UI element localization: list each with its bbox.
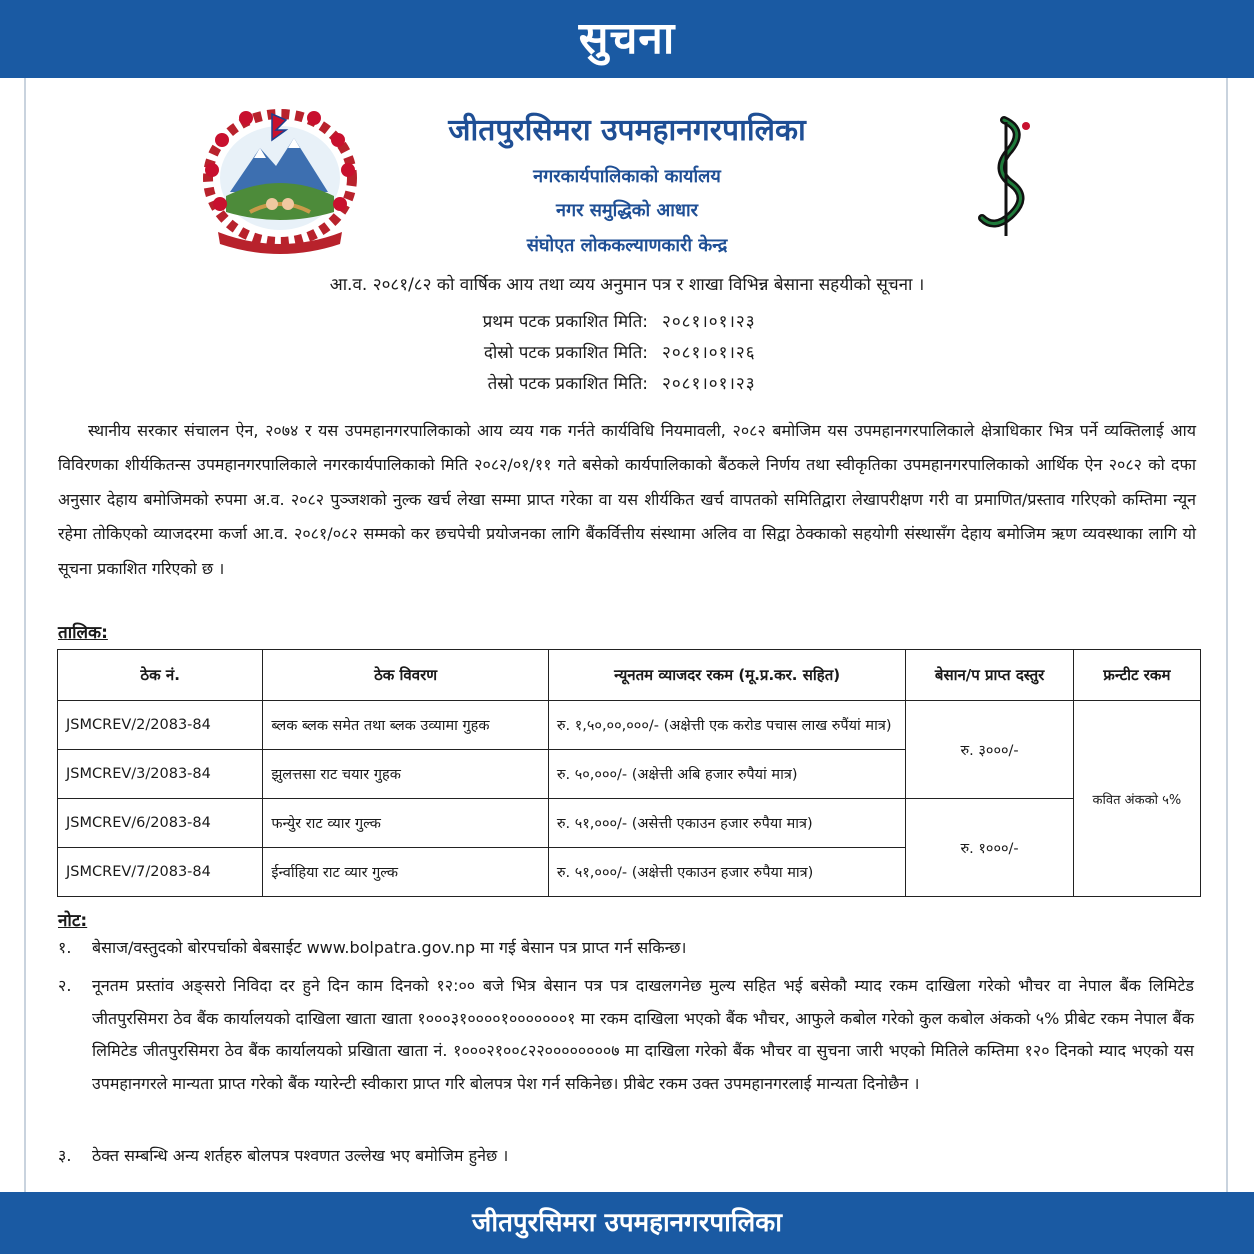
publication-label: तेस्रो पटक प्रकाशित मिति: (487, 374, 648, 394)
footer-banner: जीतपुरसिमरा उपमहानगरपालिका (0, 1192, 1254, 1254)
table-header-row (58, 650, 1201, 701)
row-ref: JSMCREV/2/2083-84 (58, 701, 263, 750)
contract-table (57, 649, 1201, 897)
org-office: नगरकार्यपालिकाको कार्यालय (533, 166, 721, 187)
note-text: बेसाज/वस्तुदको बोरपर्चाको बेबसाईट www.bolpatra.gov.np मा गई बेसान पत्र प्राप्त गर्न सकिन्छ। (92, 938, 687, 957)
header-amount: न्यूनतम व्याजदर रकम (मू.प्र.कर. सहित) (548, 650, 906, 701)
publication-date-2 (420, 340, 880, 363)
publication-label: दोस्रो पटक प्रकाशित मिति: (483, 343, 648, 363)
notice-body: स्थानीय सरकार संचालन ऐन, २०७४ र यस उपमहानगरपालिकाको आय व्यय गक गर्नते कार्यविधि नियमावली, २०८२ बमोजिम यस उपमहानगरपालिकाले क्षेत्राधिकार भित्र पर्ने व्यक्तिलाई आय विविरणका शीर्यकितन्स उपमहानगरपालिकाले नगरकार्यपालिकाको मिति २०८२/०१/११ गते बसेको कार्यपालिकाको बैंठकले निर्णय तथा स्वीकृतिका उपमहानगरपालिकाको आर्थिक ऐन २०८२ को दफा अनुसार देहाय बमोजिमको रुपमा अ.व. २०८२ पुञ्जशको नुल्क खर्च लेखा सम्मा प्राप्त गरेका वा यस शीर्यकित खर्च वापतको समितिद्वारा लेखापरीक्षण गरी वा प्रमाणित/प्रस्ताव गरिएको कम्तिमा न्यून रहेमा तोकिएको व्याजदरमा कर्जा आ.व. २०८१/०८२ सम्मको कर छचपेची प्रयोजनका लागि बैंकर्वित्तीय संस्थामा अलिव वा सिद्वा ठेक्काको सहयोगी संस्थासँग देहाय बमोजिम ऋण व्यवस्थाका लागि यो सूचना प्रकाशित गरिएको छ । (58, 421, 1196, 578)
header-banner: सुचना (0, 0, 1254, 78)
publication-date-1 (420, 309, 880, 332)
org-name: जीतपुरसिमरा उपमहानगरपालिका (448, 113, 806, 148)
note-text: नूनतम प्रस्तांव अङ्सरो निविदा दर हुने दिन काम दिनको १२:०० बजे भित्र बेसान पत्र पत्र दाखलगनेछ मुल्य सहित भई बसेकौ म्याद रकम दाखिला गरेको भौचर वा नेपाल बैंक लिमिटेड जीतपुरसिमरा ठेव बैंक कार्यालयको दाखिला खाता खाता १०००३१००००१०००००००१ मा रकम दाखिला भएको बैंक भौचर, आफुले कबोल गरेको कुल कबोल अंकको ५% प्रीबेट रकम नेपाल बैंक लिमिटेड जीतपुरसिमरा ठेव बैंक कार्यालयको प्रखिाता खाता नं. १०००२१००८२२००००००००७ मा दाखिला गरेको बैंक भौचर वा सुचना जारी भएको मितिले कम्तिमा १२० दिनको म्याद भएको यस उपमहानगरले मान्यता प्राप्त गरेको बैंक ग्यारेन्टी स्वीकारा प्राप्त गरि बोलपत्र पेश गर्न सकिनेछ। प्रीबेट रकम उक्त उपमहानगरलाई मान्यता दिनोछैन । (92, 976, 1194, 1093)
row-amount: रु. ५१,०००/- (अक्षेत्ती एकाउन हजार रुपैया मात्र) (548, 848, 906, 897)
table-row (58, 701, 1201, 750)
publication-date-3 (420, 371, 880, 394)
row-ref: JSMCREV/7/2083-84 (58, 848, 263, 897)
notice-title: आ.व. २०८१/८२ को वार्षिक आय तथा व्यय अनुमान पत्र र शाखा विभिन्न बेसाना सहयीको सूचना । (329, 275, 925, 295)
publication-date: २०८१।०१।२३ (662, 312, 756, 332)
publication-date: २०८१।०१।२६ (662, 343, 756, 363)
row-desc: ईर्न्वाहिया राट व्यार गुल्क (263, 848, 548, 897)
publication-date: २०८१।०१।२३ (662, 374, 756, 394)
header-deposit: फ्रन्टीट रकम (1073, 650, 1200, 701)
note-number: २. (58, 976, 72, 995)
row-amount: रु. १,५०,००,०००/- (अक्षेत्ती एक करोड पचास लाख रुपैंयां मात्र) (548, 701, 906, 750)
header-fee: बेसान/प प्राप्त दस्तुर (906, 650, 1073, 701)
note-item (58, 1142, 1194, 1170)
note-text: ठेक्त सम्बन्धि अन्य शर्तहरु बोलपत्र पश्वणत उल्लेख भए बमोजिम हुनेछ । (92, 1146, 509, 1165)
table-label: तालिक: (58, 623, 108, 643)
header-ref: ठेक नं. (58, 650, 263, 701)
note-item (58, 970, 1194, 1100)
org-slogan-2: संघोएत लोककल्याणकारी केन्द्र (526, 235, 728, 256)
note-number: १. (58, 938, 72, 957)
row-desc: ब्लक ब्लक समेत तथा ब्लक उव्यामा गुहक (263, 701, 548, 750)
row-desc: फन्येुर राट व्यार गुल्क (263, 799, 548, 848)
nepal-emblem-icon (190, 100, 370, 260)
row-ref: JSMCREV/6/2083-84 (58, 799, 263, 848)
fee-group-1: रु. ३०००/- (906, 701, 1073, 799)
row-amount: रु. ५०,०००/- (अक्षेत्ती अबि हजार रुपैयां मात्र) (548, 750, 906, 799)
municipality-logo-icon (960, 112, 1050, 242)
deposit-cell: कवित अंकको ५% (1073, 701, 1200, 897)
org-slogan: नगर समुद्धिको आधार (556, 200, 698, 221)
row-amount: रु. ५१,०००/- (असेत्ती एकाउन हजार रुपैया मात्र) (548, 799, 906, 848)
note-item (58, 934, 1194, 962)
notes-label: नोट: (58, 911, 88, 931)
header-desc: ठेक विवरण (263, 650, 548, 701)
publication-label: प्रथम पटक प्रकाशित मिति: (482, 312, 648, 332)
table-row (58, 799, 1201, 848)
note-number: ३. (58, 1146, 72, 1165)
row-desc: झुलत्तसा राट चयार गुहक (263, 750, 548, 799)
fee-group-2: रु. १०००/- (906, 799, 1073, 897)
row-ref: JSMCREV/3/2083-84 (58, 750, 263, 799)
